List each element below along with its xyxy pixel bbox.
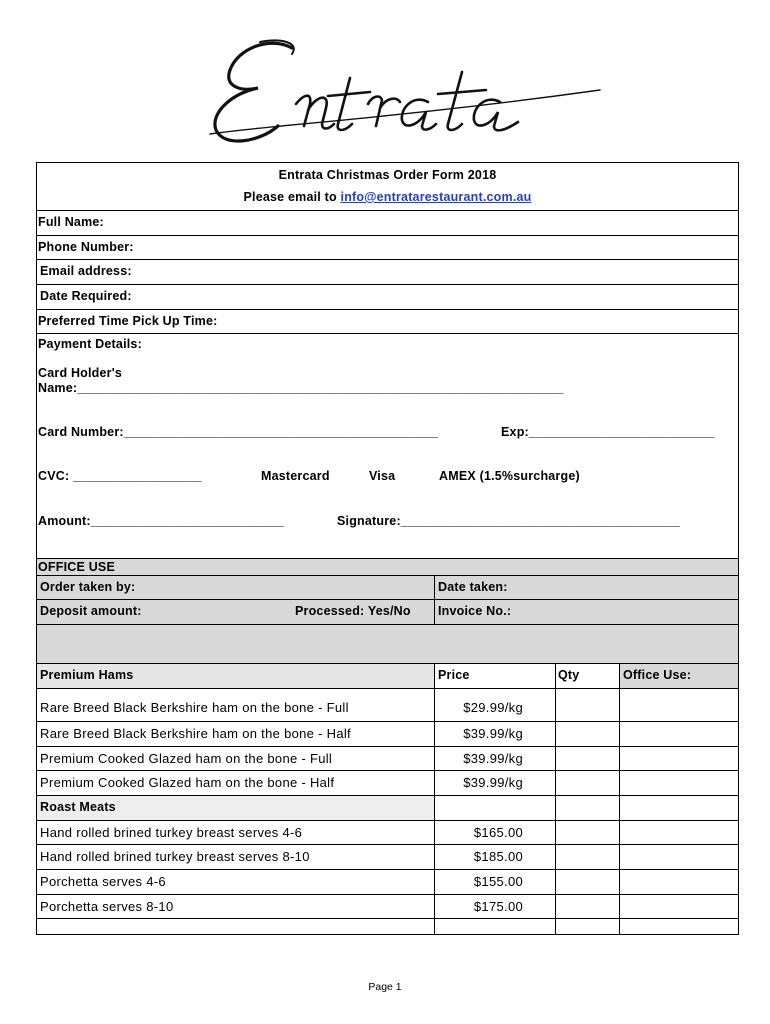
item-price: $39.99/kg	[463, 726, 523, 741]
email-row[interactable]	[37, 260, 738, 285]
item-price: $175.00	[473, 899, 523, 914]
card-holder-name-field[interactable]: Name:____________________________________________________________________	[38, 381, 564, 395]
roast-heading: Roast Meats	[40, 800, 116, 814]
item-price: $29.99/kg	[463, 700, 523, 715]
full-name-row[interactable]	[37, 211, 738, 236]
form-title: Entrata Christmas Order Form 2018	[278, 168, 497, 182]
item-name: Hand rolled brined turkey breast serves 4-6	[40, 825, 303, 840]
item-name: Premium Cooked Glazed ham on the bone - Half	[40, 775, 335, 790]
table-row[interactable]	[37, 722, 738, 747]
amount-field[interactable]: Amount:___________________________	[38, 514, 284, 528]
full-name-label: Full Name:	[38, 215, 104, 229]
divider	[434, 576, 435, 599]
item-name: Porchetta serves 4-6	[40, 874, 166, 889]
table-row[interactable]	[37, 845, 738, 870]
table-row[interactable]	[37, 747, 738, 771]
item-name: Rare Breed Black Berkshire ham on the bone - Full	[40, 700, 349, 715]
date-taken-label: Date taken:	[438, 580, 508, 594]
email-prefix: Please email to	[243, 190, 337, 204]
table-row[interactable]	[37, 821, 738, 845]
pickup-time-label: Preferred Time Pick Up Time:	[38, 314, 218, 328]
product-table	[37, 664, 738, 934]
exp-field[interactable]: Exp:__________________________	[501, 425, 715, 439]
email-label: Email address:	[40, 264, 132, 278]
pickup-time-row[interactable]	[37, 310, 738, 334]
item-price: $39.99/kg	[463, 775, 523, 790]
col-header-item: Premium Hams	[40, 668, 134, 682]
signature-field[interactable]: Signature:_______________________________________	[337, 514, 680, 528]
amex-option[interactable]: AMEX (1.5%surcharge)	[439, 469, 580, 483]
col-header-office: Office Use:	[623, 668, 692, 682]
visa-option[interactable]: Visa	[369, 469, 396, 483]
item-name: Rare Breed Black Berkshire ham on the bone - Half	[40, 726, 351, 741]
table-row[interactable]	[37, 689, 738, 722]
col-header-price: Price	[438, 668, 470, 682]
office-use-heading-row	[37, 559, 738, 576]
entrata-logo	[200, 30, 610, 150]
processed-label: Processed: Yes/No	[295, 604, 411, 618]
phone-label: Phone Number:	[38, 240, 134, 254]
item-price: $39.99/kg	[463, 751, 523, 766]
col-header-qty: Qty	[558, 668, 580, 682]
table-row[interactable]	[37, 895, 738, 919]
order-taken-label: Order taken by:	[40, 580, 136, 594]
page-number: Page 1	[368, 981, 402, 993]
section-heading-row	[37, 796, 738, 821]
deposit-label: Deposit amount:	[40, 604, 142, 618]
cvc-field[interactable]: CVC: __________________	[38, 469, 202, 483]
date-required-row[interactable]	[37, 285, 738, 310]
payment-section	[37, 334, 738, 559]
item-name: Porchetta serves 8-10	[40, 899, 174, 914]
item-price: $155.00	[473, 874, 523, 889]
table-row[interactable]	[37, 771, 738, 796]
date-required-label: Date Required:	[40, 289, 132, 303]
item-name: Hand rolled brined turkey breast serves 8-10	[40, 849, 310, 864]
item-price: $165.00	[473, 825, 523, 840]
deposit-row	[37, 600, 738, 625]
email-instruction	[37, 190, 738, 204]
card-holder-label: Card Holder's	[38, 366, 123, 380]
card-number-field[interactable]: Card Number:____________________________________________	[38, 425, 439, 439]
table-row[interactable]	[37, 870, 738, 895]
item-name: Premium Cooked Glazed ham on the bone - Full	[40, 751, 333, 766]
table-header-row	[37, 664, 738, 689]
payment-heading: Payment Details:	[38, 337, 142, 351]
form-header	[37, 163, 738, 211]
invoice-label: Invoice No.:	[438, 604, 512, 618]
phone-row[interactable]	[37, 236, 738, 260]
item-price: $185.00	[473, 849, 523, 864]
table-row-empty[interactable]	[37, 919, 738, 936]
divider	[434, 600, 435, 624]
order-taken-row	[37, 575, 738, 600]
office-spacer-row	[37, 625, 738, 664]
office-use-heading: OFFICE USE	[38, 560, 116, 574]
order-form	[36, 162, 739, 935]
email-link[interactable]: info@entratarestaurant.com.au	[340, 190, 532, 204]
mastercard-option[interactable]: Mastercard	[261, 469, 330, 483]
